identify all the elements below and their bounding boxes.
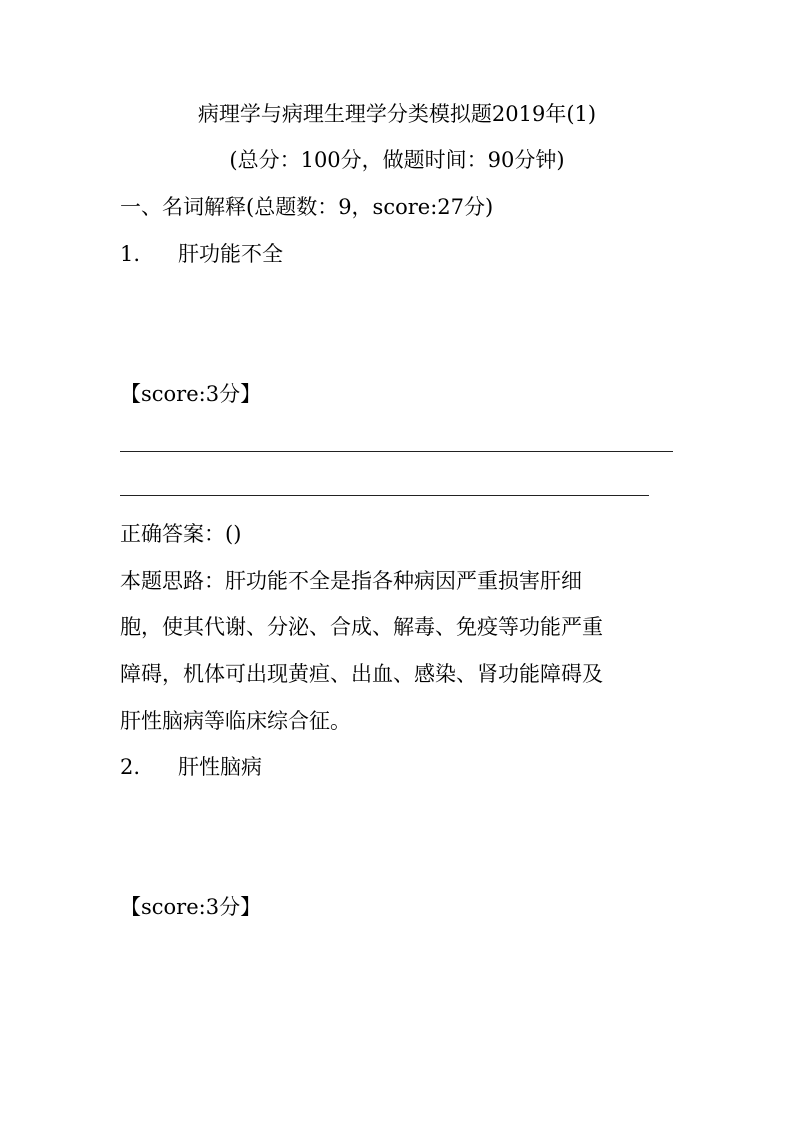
question-1 xyxy=(120,240,283,268)
question-1-answer-label: 正确答案：() xyxy=(120,522,242,546)
answer-line-2 xyxy=(120,495,649,496)
question-1-explanation-line-2: 胞，使其代谢、分泌、合成、解毒、免疫等功能严重 xyxy=(120,615,603,639)
question-2-text: 肝性脑病 xyxy=(178,755,262,779)
question-2-score: 【score:3分】 xyxy=(120,895,262,919)
question-1-explanation-line-4: 肝性脑病等临床综合征。 xyxy=(120,709,351,733)
section-heading: 一、名词解释(总题数：9，score:27分) xyxy=(120,195,494,219)
document-subtitle: (总分：100分，做题时间：90分钟) xyxy=(229,148,565,172)
question-1-score: 【score:3分】 xyxy=(120,382,262,406)
question-1-text: 肝功能不全 xyxy=(178,242,283,266)
answer-line-1 xyxy=(120,451,673,452)
question-1-explanation-line-3: 障碍，机体可出现黄疸、出血、感染、肾功能障碍及 xyxy=(120,662,603,686)
question-2 xyxy=(120,753,262,781)
question-2-number: 2. xyxy=(120,755,141,779)
question-1-explanation-line-1: 本题思路：肝功能不全是指各种病因严重损害肝细 xyxy=(120,569,582,593)
question-1-number: 1. xyxy=(120,242,141,266)
document-title: 病理学与病理生理学分类模拟题2019年(1) xyxy=(197,102,597,126)
